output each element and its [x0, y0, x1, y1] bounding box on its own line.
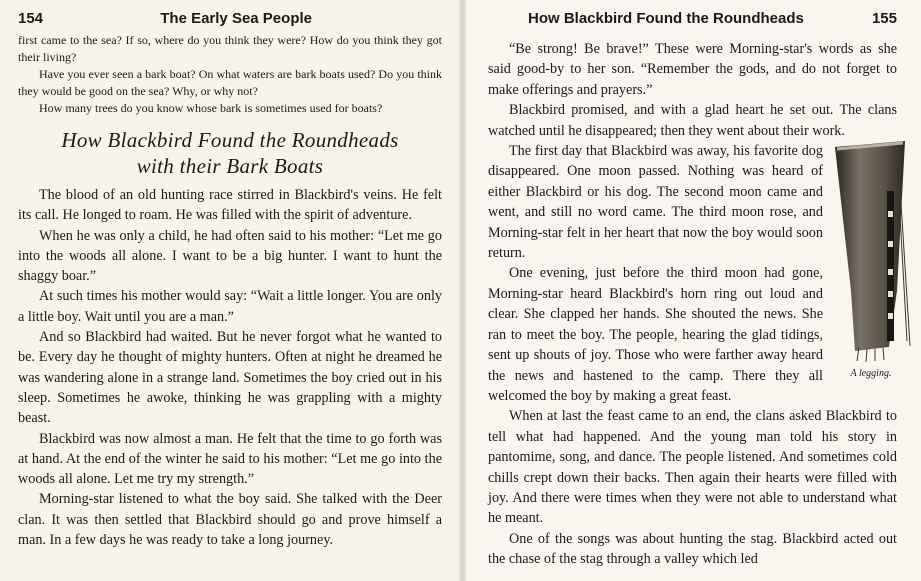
- study-questions: [18, 32, 442, 117]
- figure-caption: A legging.: [850, 368, 892, 380]
- chapter-title-line: How Blackbird Found the Roundheads: [61, 128, 399, 152]
- chapter-title: [18, 127, 442, 179]
- chapter-title-line: with their Bark Boats: [136, 154, 324, 178]
- page-number: 154: [18, 10, 44, 27]
- body-paragraph: The first day that Blackbird was away, his favorite dog disappeared. One moon passed. Nothing was heard of either Blackbird or his dog. The second moon came and went, and still no word came. The third moon rose, and Morning-star felt in her heart that now the boy would soon return.: [488, 143, 823, 262]
- left-page-body: [18, 185, 442, 550]
- running-head: How Blackbird Found the Roundheads: [528, 10, 804, 27]
- body-paragraph: The blood of an old hunting race stirred in Blackbird's veins. He felt its call. He longed to roam. He was filled with the spirit of adventure.: [18, 187, 442, 224]
- left-page-header: [18, 10, 442, 32]
- page-number: 155: [871, 10, 897, 27]
- body-paragraph: Morning-star listened to what the boy said. She talked with the Deer clan. It was then settled that Blackbird should go and prove himself a man. In a few days he was ready to take a long journey.: [18, 491, 442, 549]
- question-paragraph: How many trees do you know whose bark is sometimes used for boats?: [39, 101, 383, 115]
- legging-figure: [831, 141, 911, 380]
- question-paragraph: first came to the sea? If so, where do you think they were? How do you think they got their living?: [18, 33, 442, 64]
- body-paragraph: Blackbird was now almost a man. He felt that the time to go forth was at hand. At the end of the winter he said to his mother: “Let me go into the woods all alone. Let me try my strength.”: [18, 430, 442, 488]
- body-paragraph: When he was only a child, he had often said to his mother: “Let me go into the woods all alone. I want to be a big hunter. I want to hunt the shaggy boar.”: [18, 227, 442, 285]
- legging-illustration: [831, 141, 911, 363]
- body-paragraph: One evening, just before the third moon had gone, Morning-star heard Blackbird's horn ring out loud and clear. She clapped her hands. She shouted the news. She ran to meet the boy. The people, hearing the glad tidings, sent up shouts of joy. Those who were farther away heard the news and hastened to the camp. There they all welcomed the boy by making a great feast.: [488, 265, 823, 404]
- body-paragraph: When at last the feast came to an end, the clans asked Blackbird to tell what had happened. And the young man told his story in pantomime, song, and dance. The people listened. And sometimes cold chills crept down their backs. Then again their hearts were filled with joy. And there were times when they were not able to understand what he meant.: [488, 408, 897, 527]
- right-page: [466, 0, 921, 581]
- body-paragraph: And so Blackbird had waited. But he never forgot what he wanted to be. Every day he thought of mighty hunters. Often at night he dreamed he was wandering alone in a strange land. Sometimes the boy cried out in his sleep. Sometimes he awoke, thinking he was grappling with a mighty beast.: [18, 329, 442, 427]
- body-paragraph: At such times his mother would say: “Wait a little longer. You are only a little boy. Wait until you are a man.”: [18, 288, 442, 325]
- body-paragraph: “Be strong! Be brave!” These were Morning-star's words as she said good-by to her son. “Remember the gods, and do not forget to make offerings and prayers.”: [488, 41, 897, 98]
- right-page-header: [488, 10, 897, 32]
- right-page-body: [488, 39, 897, 570]
- legging-body: [835, 141, 905, 351]
- question-paragraph: Have you ever seen a bark boat? On what waters are bark boats used? Do you think they would be good on the sea? Why, or why not?: [18, 67, 442, 98]
- body-paragraph: One of the songs was about hunting the stag. Blackbird acted out the chase of the stag through a valley which led: [488, 530, 897, 568]
- running-head: The Early Sea People: [160, 10, 312, 27]
- body-paragraph: Blackbird promised, and with a glad heart he set out. The clans watched until he disappeared; then they went about their work.: [488, 102, 897, 139]
